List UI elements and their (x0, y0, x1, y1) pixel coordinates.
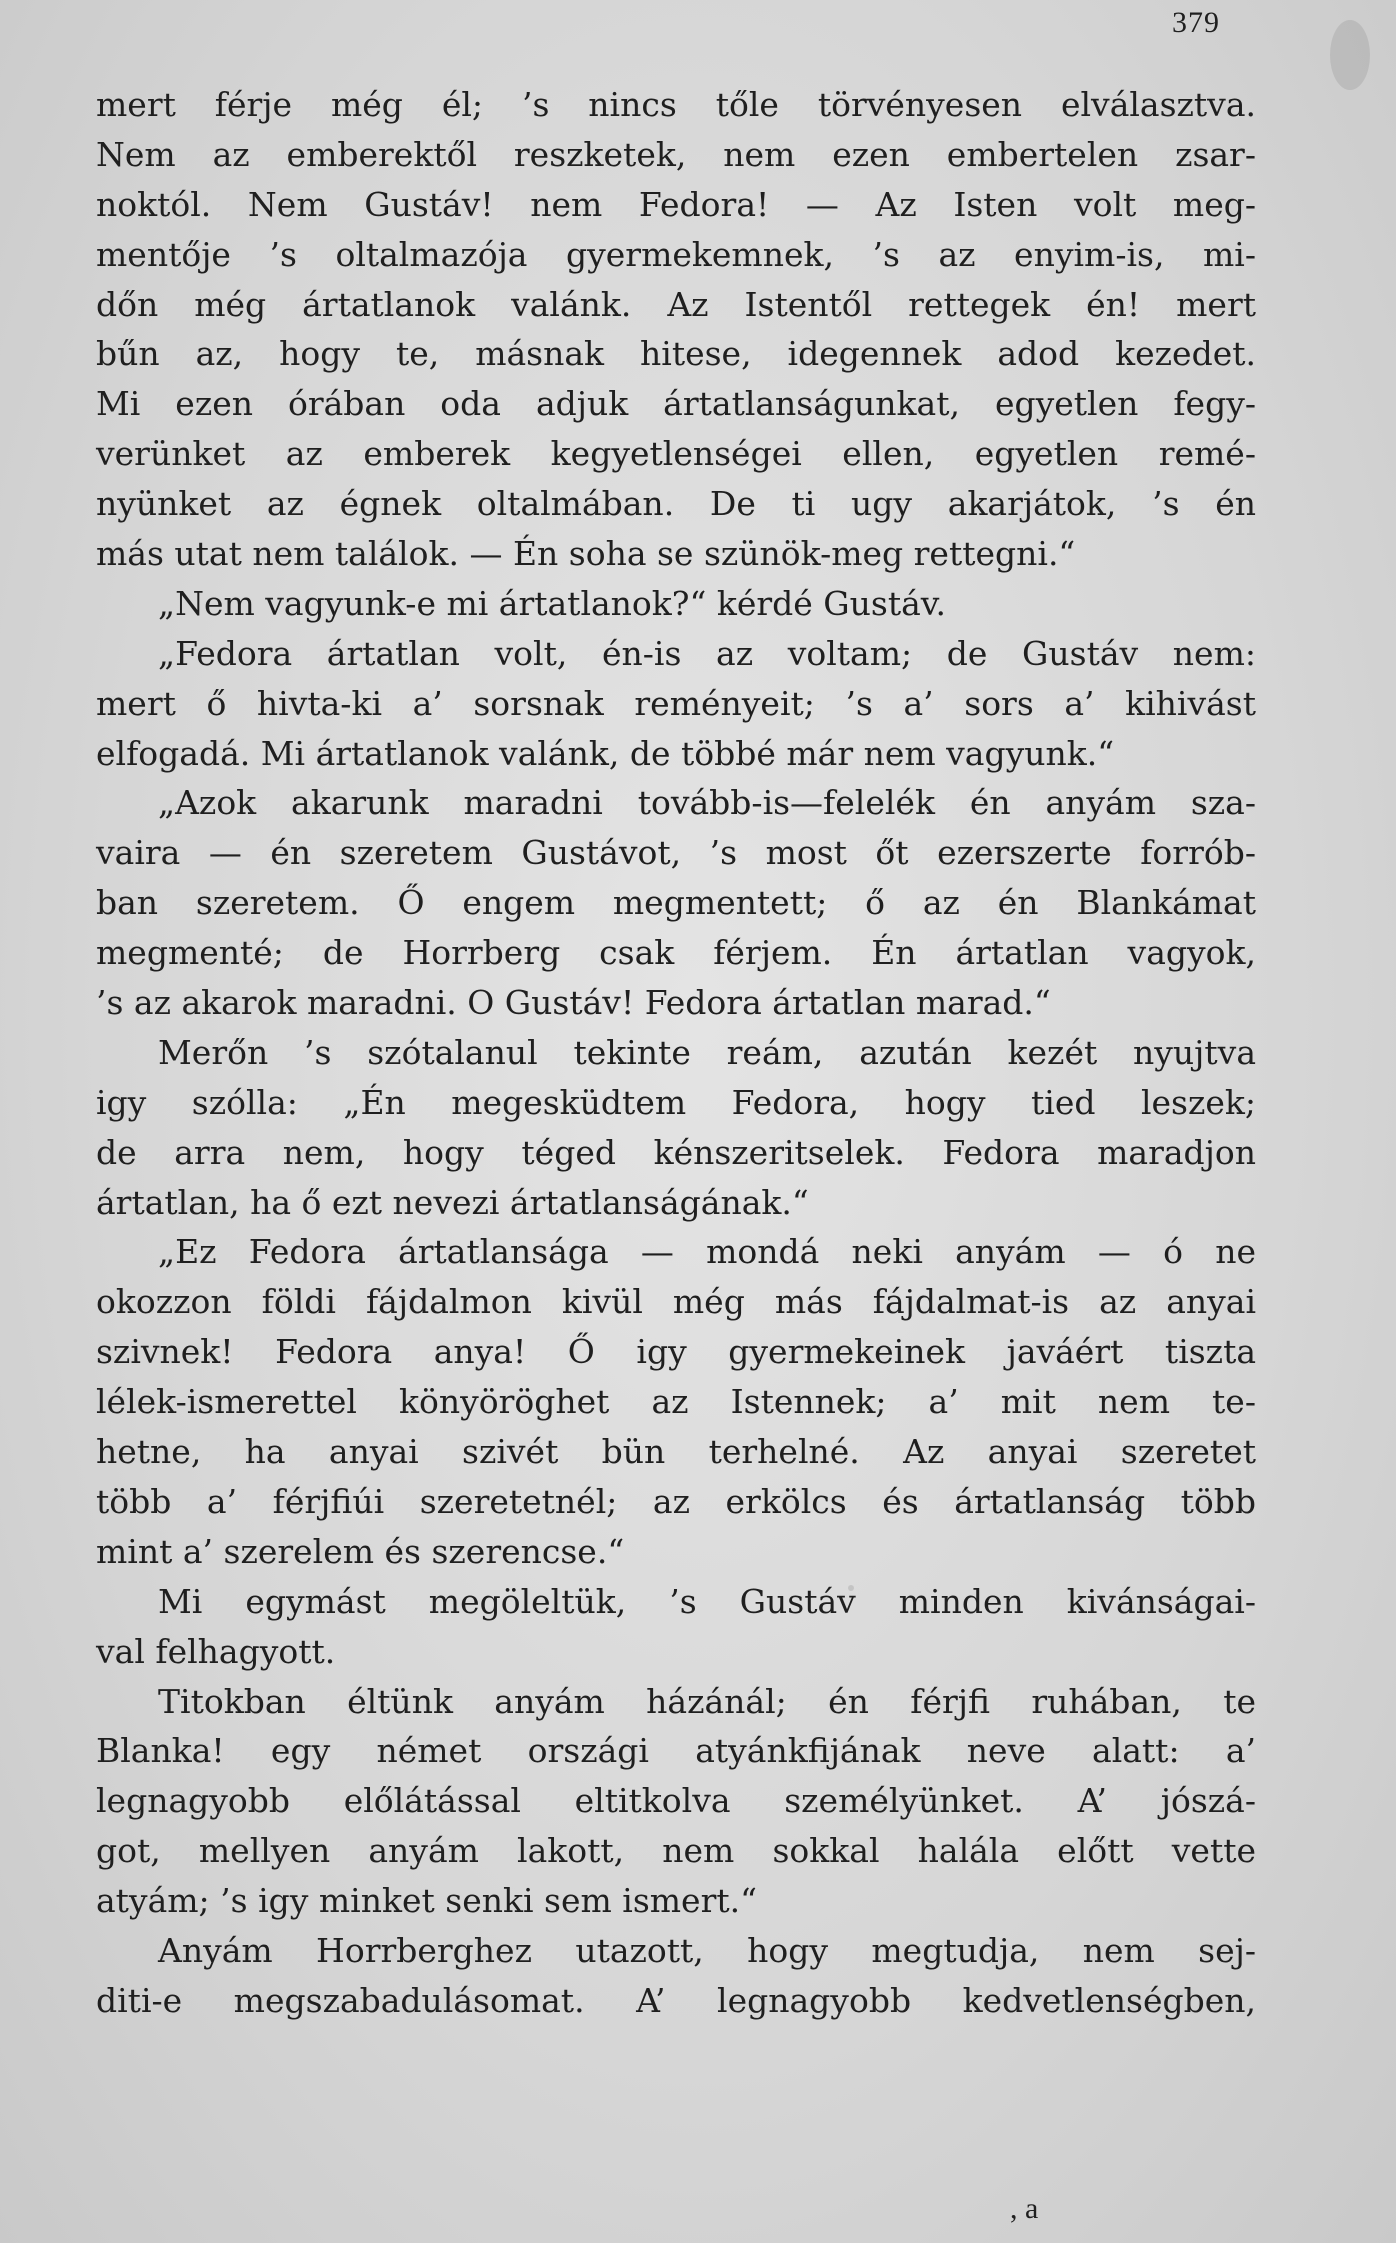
text-line: mert ő hivta-ki a’ sorsnak reményeit; ’s a’ sors a’ kihivást (96, 683, 1256, 723)
text-line: Nem az emberektől reszketek, nem ezen embertelen zsar- (96, 134, 1256, 174)
text-line: Blanka! egy német országi atyánkfijának neve alatt: a’ (96, 1731, 1256, 1771)
text-line: diti-e megszabadulásomat. A’ legnagyobb kedvetlenségben, (96, 1980, 1256, 2020)
text-line: igy szólla: „Én megesküdtem Fedora, hogy tied leszek; (96, 1082, 1256, 1122)
text-line: Mi egymást megöleltük, ’s Gustáv minden kivánságai- (158, 1581, 1256, 1621)
text-line: „Nem vagyunk-e mi ártatlanok?“ kérdé Gustáv. (158, 583, 946, 623)
text-line: lélek-ismerettel könyöröghet az Istennek; a’ mit nem te- (96, 1382, 1256, 1422)
body-text (96, 80, 1256, 2026)
text-line: val felhagyott. (96, 1631, 336, 1671)
text-line: megmenté; de Horrberg csak férjem. Én ártatlan vagyok, (96, 933, 1256, 973)
text-line: legnagyobb előlátással eltitkolva személyünket. A’ jószá- (96, 1781, 1256, 1821)
page-number: 379 (1172, 6, 1220, 39)
text-line: Mi ezen órában oda adjuk ártatlanságunkat, egyetlen fegy- (96, 384, 1256, 424)
text-line: mert férje még él; ’s nincs tőle törvényesen elválasztva. (96, 85, 1256, 124)
text-line: Anyám Horrberghez utazott, hogy megtudja, nem sej- (158, 1930, 1256, 1970)
text-line: elfogadá. Mi ártatlanok valánk, de többé már nem vagyunk.“ (96, 733, 1115, 773)
text-line: „Ez Fedora ártatlansága — mondá neki anyám — ó ne (158, 1232, 1256, 1272)
text-line: verünket az emberek kegyetlenségei ellen, egyetlen remé- (96, 434, 1256, 474)
text-line: Merőn ’s szótalanul tekinte reám, azután kezét nyujtva (158, 1032, 1256, 1072)
text-line: hetne, ha anyai szivét bün terhelné. Az anyai szeretet (96, 1432, 1256, 1472)
text-line: szivnek! Fedora anya! Ő igy gyermekeinek javáért tiszta (96, 1332, 1256, 1372)
catchword: , a (1010, 2192, 1039, 2225)
text-line: vaira — én szeretem Gustávot, ’s most őt ezerszerte forrób- (96, 833, 1256, 873)
text-line: „Azok akarunk maradni tovább-is—felelék én anyám sza- (158, 783, 1256, 823)
paper-stain (1330, 20, 1370, 90)
text-line: ’s az akarok maradni. O Gustáv! Fedora ártatlan marad.“ (96, 983, 1051, 1023)
text-line: bűn az, hogy te, másnak hitese, idegennek adod kezedet. (96, 334, 1256, 374)
text-line: ban szeretem. Ő engem megmentett; ő az én Blankámat (96, 883, 1256, 923)
text-line: ártatlan, ha ő ezt nevezi ártatlanságának.“ (96, 1182, 809, 1222)
text-line: de arra nem, hogy téged kénszeritselek. Fedora maradjon (96, 1132, 1256, 1172)
text-line: más utat nem találok. — Én soha se szünök-meg rettegni.“ (96, 534, 1076, 574)
text-line: dőn még ártatlanok valánk. Az Istentől rettegek én! mert (96, 284, 1256, 324)
text-line: mint a’ szerelem és szerencse.“ (96, 1531, 625, 1571)
text-line: noktól. Nem Gustáv! nem Fedora! — Az Isten volt meg- (96, 184, 1256, 224)
text-line: Titokban éltünk anyám házánál; én férjfi ruhában, te (158, 1681, 1256, 1721)
text-line: mentője ’s oltalmazója gyermekemnek, ’s az enyim-is, mi- (96, 234, 1256, 274)
text-line: nyünket az égnek oltalmában. De ti ugy akarjátok, ’s én (96, 484, 1256, 524)
text-line: „Fedora ártatlan volt, én-is az voltam; de Gustáv nem: (158, 633, 1256, 673)
text-line: atyám; ’s igy minket senki sem ismert.“ (96, 1881, 757, 1921)
text-line: több a’ férjfiúi szeretetnél; az erkölcs és ártatlanság több (96, 1481, 1256, 1521)
text-line: okozzon földi fájdalmon kivül még más fájdalmat-is az anyai (96, 1282, 1256, 1322)
text-line: got, mellyen anyám lakott, nem sokkal halála előtt vette (96, 1831, 1256, 1871)
